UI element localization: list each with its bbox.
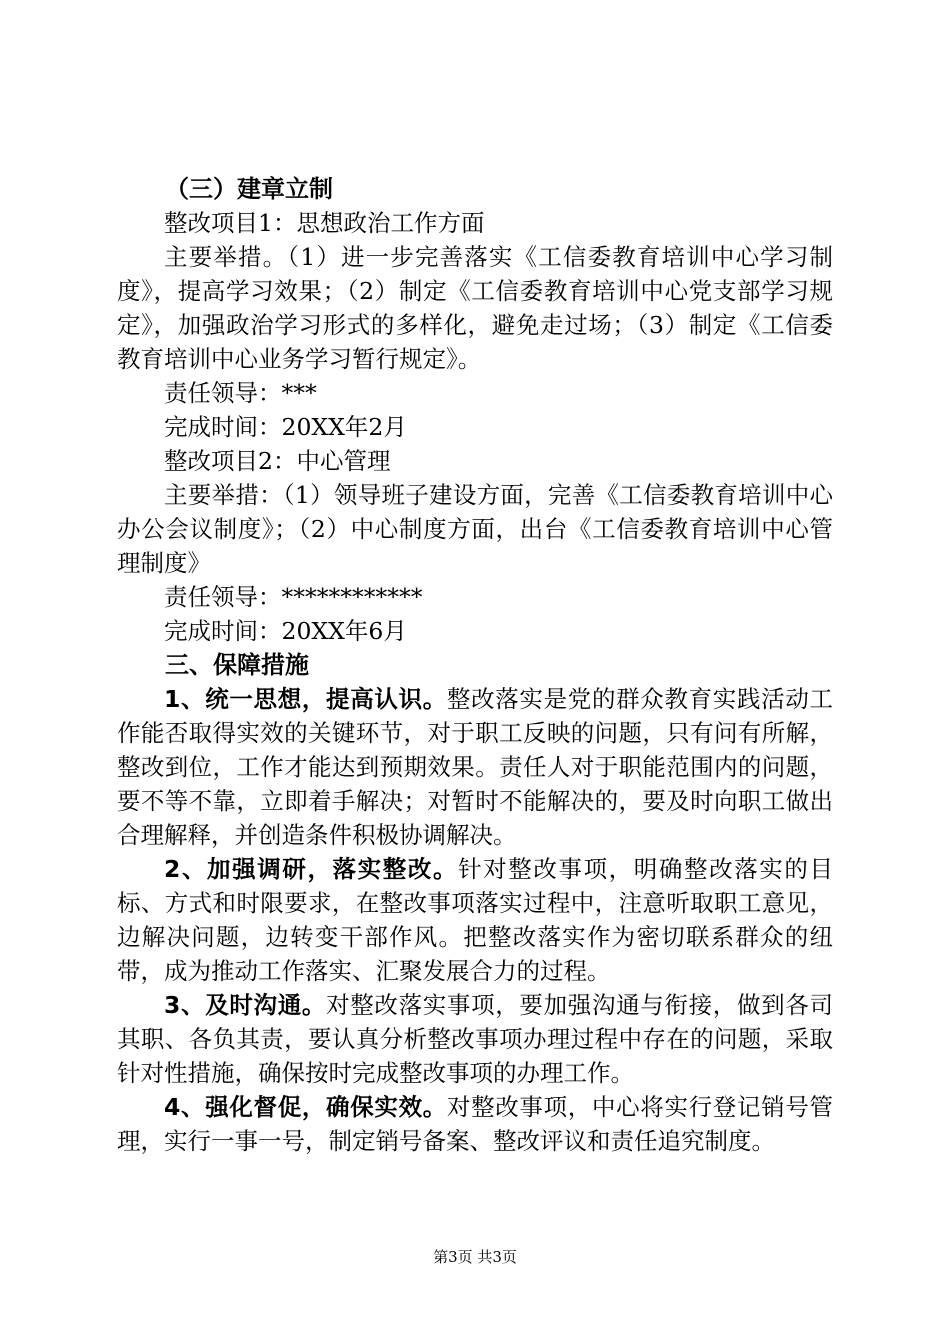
- project2-deadline: 完成时间：20XX年6月: [164, 617, 407, 645]
- project1-measures: 主要举措。（1）进一步完善落实《工信委教育培训中心学习制度》，提高学习效果；（2）制定《工信委教育培训中心党支部学习规定》，加强政治学习形式的多样化，避免走过场；（3）制定《工信委教育培训中心业务学习暂行规定》。: [117, 243, 833, 373]
- section-heading-rules: （三）建章立制: [165, 175, 333, 203]
- project2-title: 整改项目2：中心管理: [164, 447, 391, 475]
- guarantee-item-3: [117, 988, 833, 1090]
- guarantee-item-3-text: 对整改落实事项，要加强沟通与衔接，做到各司其职、各负其责，要认真分析整改事项办理过程中存在的问题，采取针对性措施，确保按时完成整改事项的办理工作。: [117, 991, 833, 1087]
- guarantee-item-4: [117, 1090, 833, 1158]
- guarantee-item-2-text: 针对整改事项，明确整改落实的目标、方式和时限要求，在整改事项落实过程中，注意听取职工意见，边解决问题，边转变干部作风。把整改落实作为密切联系群众的纽带，成为推动工作落实、汇聚发展合力的过程。: [117, 855, 833, 985]
- project1-deadline: 完成时间：20XX年2月: [164, 413, 407, 441]
- guarantee-item-1-lead: 1、统一思想，提高认识。: [164, 685, 447, 713]
- guarantee-item-1: [117, 682, 833, 852]
- project1-leader: 责任领导：***: [164, 379, 317, 407]
- project2-leader: 责任领导：************: [164, 583, 423, 611]
- guarantee-item-2-lead: 2、加强调研，落实整改。: [164, 855, 459, 883]
- document-body: [117, 172, 833, 1158]
- project1-title: 整改项目1：思想政治工作方面: [164, 209, 485, 237]
- guarantee-item-4-text: 对整改事项，中心将实行登记销号管理，实行一事一号，制定销号备案、整改评议和责任追究制度。: [117, 1093, 833, 1155]
- guarantee-heading: 三、保障措施: [165, 651, 309, 679]
- guarantee-item-1-text: 整改落实是党的群众教育实践活动工作能否取得实效的关键环节，对于职工反映的问题，只有问有所解，整改到位，工作才能达到预期效果。责任人对于职能范围内的问题，要不等不靠，立即着手解决；对暂时不能解决的，要及时向职工做出合理解释，并创造条件积极协调解决。: [117, 685, 833, 849]
- page-footer: [0, 1248, 950, 1266]
- project2-measures: 主要举措：（1）领导班子建设方面，完善《工信委教育培训中心办公会议制度》；（2）中心制度方面，出台《工信委教育培训中心管理制度》: [117, 481, 833, 577]
- page-number: 第3页 共3页: [433, 1248, 517, 1266]
- guarantee-item-2: [117, 852, 833, 988]
- guarantee-item-4-lead: 4、强化督促，确保实效。: [164, 1093, 447, 1121]
- guarantee-item-3-lead: 3、及时沟通。: [164, 991, 327, 1019]
